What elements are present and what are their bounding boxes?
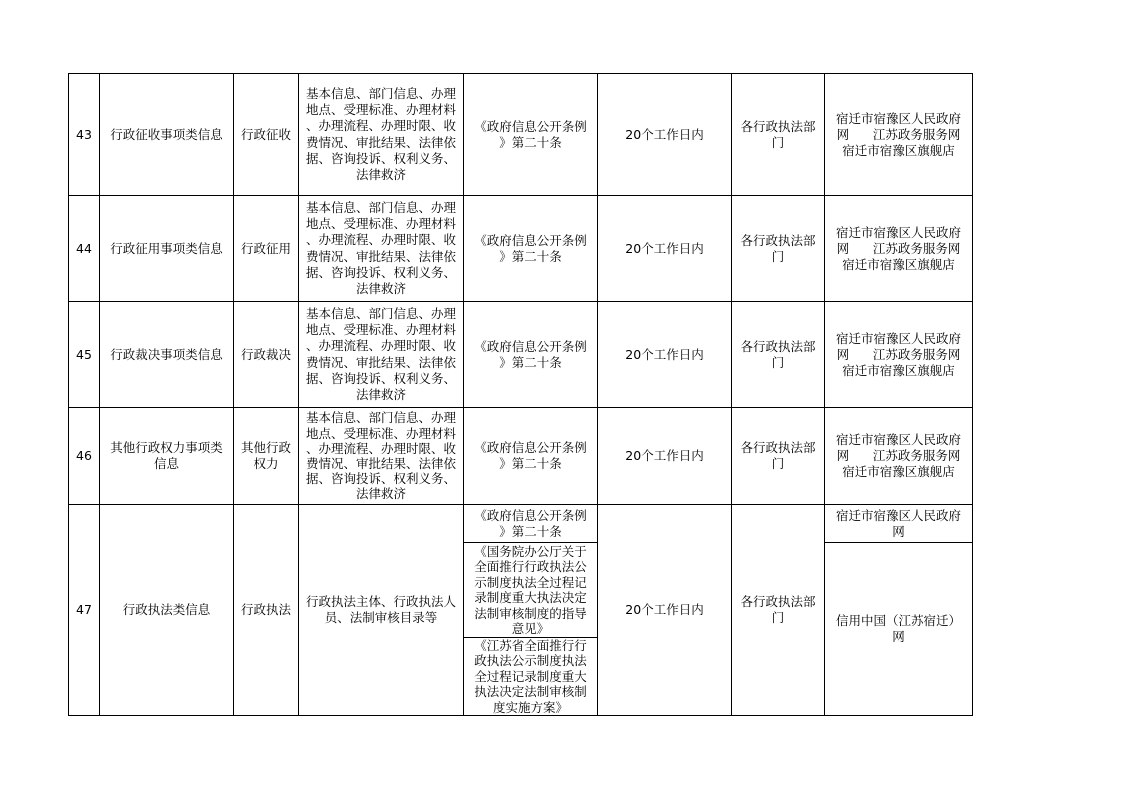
disclosure-channel: 宿迁市宿豫区人民政府 网 江苏政务服务网 宿迁市宿豫区旗舰店 — [824, 301, 973, 408]
responsible-subject: 各行政执法部 门 — [731, 407, 825, 505]
row-number: 43 — [68, 73, 100, 196]
disclosure-channel: 宿迁市宿豫区人民政府 网 江苏政务服务网 宿迁市宿豫区旗舰店 — [824, 407, 973, 505]
disclosure-channel: 宿迁市宿豫区人民政府 网 江苏政务服务网 宿迁市宿豫区旗舰店 — [824, 73, 973, 196]
disclosure-content: 行政执法主体、行政执法人 员、法制审核目录等 — [298, 504, 464, 716]
item-name: 行政征用事项类信息 — [99, 195, 234, 302]
disclosure-period: 20个工作日内 — [597, 195, 732, 302]
disclosure-content: 基本信息、部门信息、办理 地点、受理标准、办理材料 、办理流程、办理时限、收 费情况、审批结果、法律依 据、咨询投诉、权利义务、 法律救济 — [298, 195, 464, 302]
disclosure-channel: 宿迁市宿豫区人民政府 网 江苏政务服务网 宿迁市宿豫区旗舰店 — [824, 195, 973, 302]
responsible-subject: 各行政执法部 门 — [731, 301, 825, 408]
row-number: 47 — [68, 504, 100, 716]
row-number: 46 — [68, 407, 100, 505]
legal-basis: 《国务院办公厅关于 全面推行行政执法公 示制度执法全过程记 录制度重大执法决定 法制审核制度的指导 意见》 — [463, 542, 598, 638]
item-name: 其他行政权力事项类 信息 — [99, 407, 234, 505]
row-number: 45 — [68, 301, 100, 408]
legal-basis: 《政府信息公开条例 》第二十条 — [463, 73, 598, 196]
responsible-subject: 各行政执法部 门 — [731, 73, 825, 196]
legal-basis: 《政府信息公开条例 》第二十条 — [463, 407, 598, 505]
item-category: 行政征用 — [233, 195, 299, 302]
disclosure-channel: 宿迁市宿豫区人民政府 网 — [824, 504, 973, 543]
disclosure-period: 20个工作日内 — [597, 407, 732, 505]
item-category: 行政执法 — [233, 504, 299, 716]
item-name: 行政征收事项类信息 — [99, 73, 234, 196]
item-name: 行政执法类信息 — [99, 504, 234, 716]
disclosure-content: 基本信息、部门信息、办理 地点、受理标准、办理材料 、办理流程、办理时限、收 费情况、审批结果、法律依 据、咨询投诉、权利义务、 法律救济 — [298, 73, 464, 196]
disclosure-period: 20个工作日内 — [597, 504, 732, 716]
responsible-subject: 各行政执法部 门 — [731, 195, 825, 302]
item-name: 行政裁决事项类信息 — [99, 301, 234, 408]
disclosure-period: 20个工作日内 — [597, 73, 732, 196]
disclosure-period: 20个工作日内 — [597, 301, 732, 408]
disclosure-table — [68, 73, 973, 716]
item-category: 其他行政 权力 — [233, 407, 299, 505]
row-number: 44 — [68, 195, 100, 302]
legal-basis: 《政府信息公开条例 》第二十条 — [463, 301, 598, 408]
legal-basis: 《政府信息公开条例 》第二十条 — [463, 195, 598, 302]
legal-basis: 《政府信息公开条例 》第二十条 — [463, 504, 598, 543]
legal-basis: 《江苏省全面推行行 政执法公示制度执法 全过程记录制度重大 执法决定法制审核制 度实施方案》 — [463, 637, 598, 716]
responsible-subject: 各行政执法部 门 — [731, 504, 825, 716]
disclosure-content: 基本信息、部门信息、办理 地点、受理标准、办理材料 、办理流程、办理时限、收 费情况、审批结果、法律依 据、咨询投诉、权利义务、 法律救济 — [298, 301, 464, 408]
item-category: 行政征收 — [233, 73, 299, 196]
item-category: 行政裁决 — [233, 301, 299, 408]
disclosure-channel: 信用中国（江苏宿迁） 网 — [824, 542, 973, 716]
disclosure-content: 基本信息、部门信息、办理 地点、受理标准、办理材料 、办理流程、办理时限、收 费情况、审批结果、法律依 据、咨询投诉、权利义务、 法律救济 — [298, 407, 464, 505]
